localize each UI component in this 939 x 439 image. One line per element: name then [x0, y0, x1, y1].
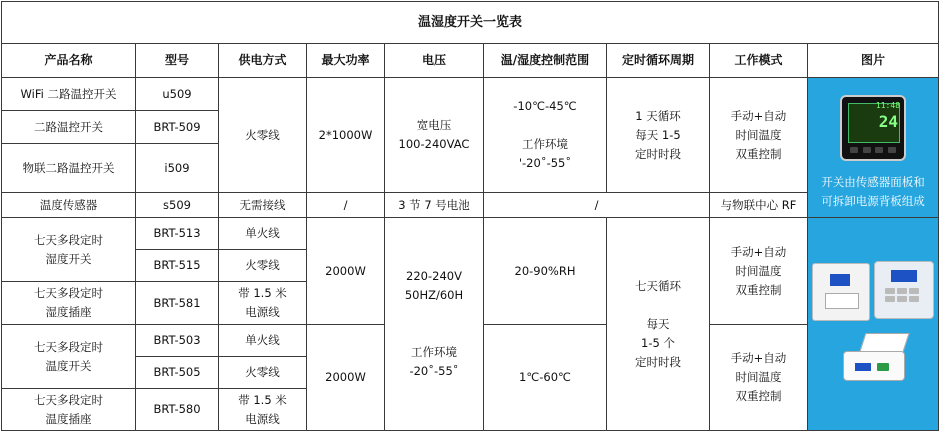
product-picture-cell: [808, 78, 939, 218]
control-range: [484, 78, 607, 193]
cycle-line: 1-5 个: [641, 335, 675, 350]
product-name: [2, 325, 136, 389]
product-picture-cell: [808, 218, 939, 431]
product-name: 二路温控开关: [2, 111, 136, 144]
name-line: 七天多段定时: [34, 286, 103, 300]
max-power: /: [307, 193, 385, 218]
product-model: BRT-581: [136, 282, 219, 325]
product-model: BRT-513: [136, 218, 219, 250]
product-name: [2, 218, 136, 282]
range-line: -10℃-45℃: [513, 99, 577, 113]
header-cell: 最大功率: [307, 44, 385, 78]
max-power: 2000W: [307, 325, 385, 431]
power-supply: [219, 389, 307, 431]
cycle-line: 每天: [646, 316, 670, 331]
timer-cycle: /: [484, 193, 710, 218]
mode-line: 手动+自动: [730, 108, 787, 123]
header-cell: 工作模式: [710, 44, 808, 78]
lcd-temp: 24: [878, 111, 899, 131]
table-row: [2, 218, 939, 250]
product-name: [2, 282, 136, 325]
power-supply: 火零线: [219, 357, 307, 389]
thermostat-lcd-image: [840, 95, 906, 161]
product-model: s509: [136, 193, 219, 218]
power-supply: 火零线: [219, 78, 307, 193]
mode-line: 时间温度: [735, 127, 782, 142]
cycle-line: 每天 1-5: [635, 127, 681, 142]
work-mode: 与物联中心 RF: [710, 193, 808, 218]
mode-line: 双重控制: [735, 282, 782, 297]
mode-line: 时间温度: [735, 263, 782, 278]
power-line: 带 1.5 米: [238, 392, 287, 407]
control-range: 1℃-60℃: [484, 325, 607, 431]
product-name: 温度传感器: [2, 193, 136, 218]
range-line: '-20˚-55˚: [518, 156, 572, 170]
product-model: BRT-509: [136, 111, 219, 144]
cycle-line: 七天循环: [635, 278, 681, 293]
timer-socket-image: [839, 333, 907, 381]
mode-line: 时间温度: [735, 370, 782, 384]
header-cell: 产品名称: [2, 44, 136, 78]
header-row: [2, 44, 939, 78]
product-model: BRT-515: [136, 250, 219, 282]
max-power: 2000W: [307, 218, 385, 325]
control-range: 20-90%RH: [484, 218, 607, 325]
caption-line: 开关由传感器面板和: [821, 174, 925, 189]
voltage-line: 50HZ/60H: [404, 288, 464, 302]
product-model: BRT-503: [136, 325, 219, 357]
voltage-line: 宽电压: [416, 118, 452, 132]
power-supply: 单火线: [219, 218, 307, 250]
header-cell: 温/湿度控制范围: [484, 44, 607, 78]
name-line: 温度开关: [45, 358, 92, 373]
name-line: 七天多段定时: [34, 392, 103, 407]
power-supply: 单火线: [219, 325, 307, 357]
work-mode: [710, 325, 808, 431]
mode-line: 手动+自动: [730, 351, 787, 365]
product-name: WiFi 二路温控开关: [2, 78, 136, 111]
voltage: [385, 78, 484, 193]
timer-switch-image: [812, 263, 870, 321]
header-cell: 电压: [385, 44, 484, 78]
mode-line: 双重控制: [735, 146, 782, 161]
timer-cycle: [607, 78, 710, 193]
mode-line: 双重控制: [735, 389, 782, 403]
caption-line: 可拆卸电源背板组成: [821, 193, 925, 208]
product-name: 物联二路温控开关: [2, 144, 136, 193]
table-title: 温湿度开关一览表: [2, 2, 939, 44]
lcd-time: 11:48: [875, 100, 901, 110]
voltage: [385, 218, 484, 431]
name-line: 湿度插座: [45, 305, 92, 319]
header-cell: 定时循环周期: [607, 44, 710, 78]
product-model: BRT-580: [136, 389, 219, 431]
work-mode: [710, 78, 808, 193]
power-supply: 无需接线: [219, 193, 307, 218]
voltage-line: 工作环境: [411, 345, 457, 359]
voltage-line: 100-240VAC: [398, 137, 470, 151]
picture-caption: [808, 167, 938, 211]
name-line: 温度插座: [45, 411, 92, 426]
cycle-line: 1 天循环: [635, 108, 681, 123]
product-model: BRT-505: [136, 357, 219, 389]
table-row: [2, 78, 939, 111]
voltage-line: -20˚-55˚: [409, 364, 459, 378]
product-table: [1, 1, 939, 431]
voltage: 3 节 7 号电池: [385, 193, 484, 218]
cycle-line: 定时时段: [635, 146, 681, 161]
header-cell: 图片: [808, 44, 939, 78]
mode-line: 手动+自动: [730, 244, 787, 259]
cycle-line: 定时时段: [635, 354, 681, 369]
product-name: [2, 389, 136, 431]
voltage-line: 220-240V: [406, 269, 462, 283]
range-line: 工作环境: [522, 137, 568, 151]
power-supply: 火零线: [219, 250, 307, 282]
name-line: 湿度开关: [45, 251, 92, 266]
max-power: 2*1000W: [307, 78, 385, 193]
power-line: 带 1.5 米: [238, 286, 287, 300]
name-line: 七天多段定时: [34, 339, 103, 354]
timer-cycle: [607, 218, 710, 431]
timer-panel-image: [874, 261, 934, 319]
product-model: u509: [136, 78, 219, 111]
work-mode: [710, 218, 808, 325]
power-line: 电源线: [245, 305, 280, 319]
name-line: 七天多段定时: [34, 232, 103, 247]
product-model: i509: [136, 144, 219, 193]
header-cell: 型号: [136, 44, 219, 78]
table-row: [2, 193, 939, 218]
power-line: 电源线: [245, 411, 280, 426]
header-cell: 供电方式: [219, 44, 307, 78]
power-supply: [219, 282, 307, 325]
